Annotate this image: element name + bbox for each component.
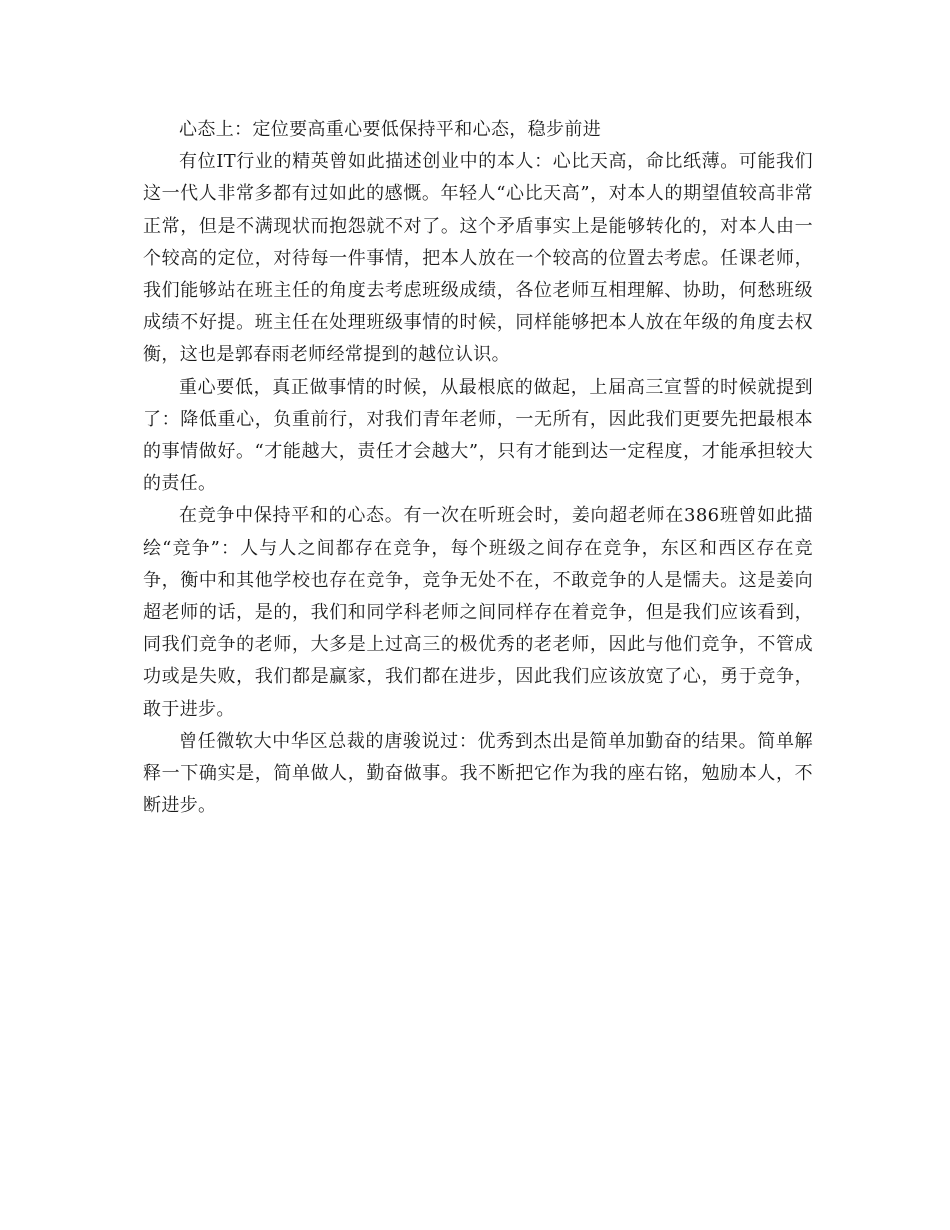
document-body (143, 114, 813, 822)
body-paragraph: 重心要低，真正做事情的时候，从最根底的做起，上届高三宣誓的时候就提到了：降低重心，负重前行，对我们青年老师，一无所有，因此我们更要先把最根本的事情做好。“才能越大，责任才会越大”，只有才能到达一定程度，才能承担较大的责任。 (143, 376, 813, 495)
body-paragraph: 曾任微软大中华区总裁的唐骏说过：优秀到杰出是简单加勤奋的结果。简单解释一下确实是，简单做人，勤奋做事。我不断把它作为我的座右铭，勉励本人，不断进步。 (143, 730, 813, 817)
body-paragraph: 有位IT行业的精英曾如此描述创业中的本人：心比天高，命比纸薄。可能我们这一代人非常多都有过如此的感慨。年轻人“心比天高”，对本人的期望值较高非常正常，但是不满现状而抱怨就不对了。这个矛盾事实上是能够转化的，对本人由一个较高的定位，对待每一件事情，把本人放在一个较高的位置去考虑。任课老师，我们能够站在班主任的角度去考虑班级成绩，各位老师互相理解、协助，何愁班级成绩不好提。班主任在处理班级事情的时候，同样能够把本人放在年级的角度去权衡，这也是郭春雨老师经常提到的越位认识。 (143, 151, 813, 366)
heading-paragraph: 心态上：定位要高重心要低保持平和心态，稳步前进 (179, 119, 602, 140)
body-paragraph: 在竞争中保持平和的心态。有一次在听班会时，姜向超老师在386班曾如此描绘“竞争”：人与人之间都存在竞争，每个班级之间存在竞争，东区和西区存在竞争，衡中和其他学校也存在竞争，竞争无处不在，不敢竞争的人是懦夫。这是姜向超老师的话，是的，我们和同学科老师之间同样存在着竞争，但是我们应该看到，同我们竞争的老师，大多是上过高三的极优秀的老老师，因此与他们竞争，不管成功或是失败，我们都是赢家，我们都在进步，因此我们应该放宽了心，勇于竞争，敢于进步。 (143, 505, 813, 720)
